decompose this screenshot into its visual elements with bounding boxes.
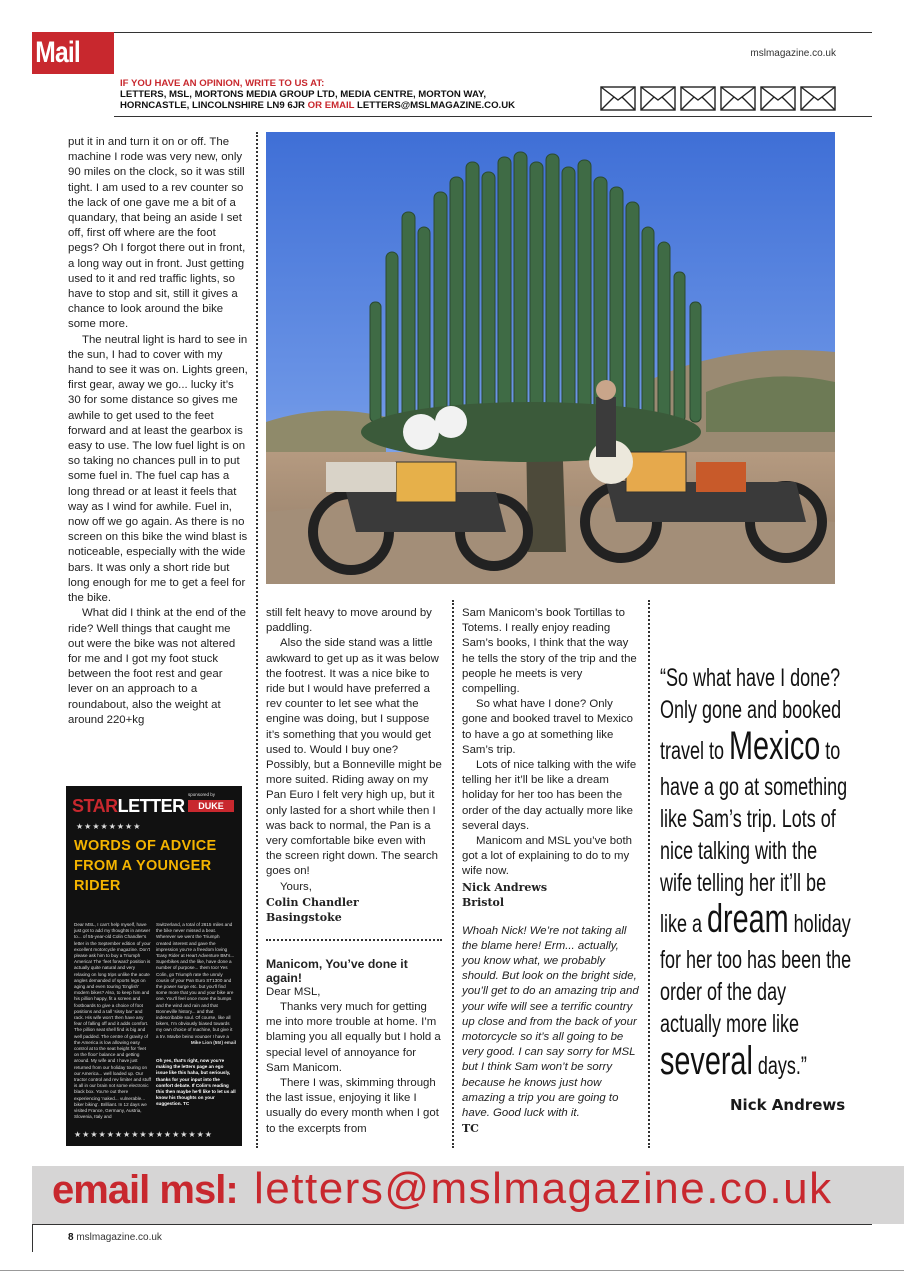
star-letter-title xyxy=(72,796,185,817)
address-line-2: HORNCASTLE, LINCOLNSHIRE LN9 6JR xyxy=(120,100,305,111)
pull-quote-line: travel to Mexico to xyxy=(660,724,841,768)
sponsor-logo: DUKE xyxy=(188,800,234,812)
pull-quote-line: for her too has been the xyxy=(660,946,852,974)
col2-signature-name: Colin Chandler xyxy=(266,895,359,909)
envelope-icon xyxy=(680,86,716,111)
or-email: OR EMAIL xyxy=(304,100,358,111)
col2-paragraph-3: Thanks very much for getting me into more trouble at home. I’m blaming you all equally but I hold a special level of annoyance for Sam Manicom. xyxy=(266,1001,441,1074)
pull-quote-line: actually more like xyxy=(660,1010,800,1038)
col2-paragraph-1: still felt heavy to move around by paddling. xyxy=(266,607,432,635)
col2-yours: Yours, xyxy=(280,880,312,893)
footer-site: mslmagazine.co.uk xyxy=(76,1232,162,1243)
pull-quote-line: like Sam’s trip. Lots of xyxy=(660,805,836,833)
header-site: mslmagazine.co.uk xyxy=(750,48,836,59)
star-letter-box xyxy=(66,786,242,1146)
letter-column-2 xyxy=(266,606,442,1137)
star-word: STAR xyxy=(72,796,118,816)
pull-quote-signature: Nick Andrews xyxy=(730,1096,846,1114)
envelope-icon xyxy=(800,86,836,111)
section-tab xyxy=(32,32,114,74)
pull-quote-line: have a go at something xyxy=(660,773,848,801)
editor-signature: TC xyxy=(462,1122,479,1136)
star-decoration-bottom: ★★★★★★★★★★★★★★★★★ xyxy=(74,1130,213,1139)
star-letter-reply: Oh yes, that’s right, now you’re making the letters page an ego issue like this haha, but seriously, thanks for your input into the comfort debate. If Colin’s reading this then maybe he’ll like to let us all know his thoughts on your suggestion. TC xyxy=(156,1058,236,1107)
pull-quote-line: like a dream holiday xyxy=(660,897,851,941)
envelope-icon xyxy=(600,86,636,111)
col2-signature-place: Basingstoke xyxy=(266,910,342,924)
star-letter-heading: WORDS OF ADVICE FROM A YOUNGER RIDER xyxy=(74,838,217,894)
pull-quote-line: wife telling her it’ll be xyxy=(660,869,827,897)
page-edge xyxy=(0,1270,904,1271)
pull-quote-emphasis: dream xyxy=(707,897,789,941)
star-letter-right-text: Switzerland, a total of 2615 miles and the bike never missed a beat. Wherever we went the Triumph created interest and gave the impression you’re a freedom loving ‘Easy Rider at Heart Adventure BM’s... Superbikes and the like, have done a number of purpose... them too! Yes Colin, go Triumph rate the unruly cousin of your Pan Euro ST1300 and the power surge etc. but you’ll find some more that you and your bike are one. You’ll feel once more the bumps and the wind and rain and that Bonneville history... and that indescribable soul. Of course, like all bikers, I’m obviously biased towards my own choice of machine, but give it a try. Maybe being younger I have a xyxy=(156,922,235,1038)
col1-paragraph-3: What did I think at the end of the ride? Well things that caught me out were the bike was not altered for me and I got my foot stuck between the foot rest and gear lever on an approach to a roundabout, also the weight at around 220+kg xyxy=(68,607,247,726)
star-letter-signature: Mike Lion (55!) email xyxy=(190,1040,236,1045)
sponsored-by: sponsored by xyxy=(188,792,216,797)
letter-word: LETTER xyxy=(117,796,185,816)
col3-paragraph-3: Lots of nice talking with the wife telling her it’ll be like a dream holiday for her too has been the order of the day actually more like several days. xyxy=(462,759,637,832)
pull-quote-line: several days.” xyxy=(660,1039,807,1083)
email-banner-label: email msl: xyxy=(52,1168,238,1212)
envelope-icons xyxy=(600,86,836,112)
col3-signature-name: Nick Andrews xyxy=(462,880,548,894)
letters-email[interactable]: LETTERS@MSLMAGAZINE.CO.UK xyxy=(357,100,516,111)
pull-quote xyxy=(660,662,852,1087)
address-line-1: LETTERS, MSL, MORTONS MEDIA GROUP LTD, MEDIA CENTRE, MORTON WAY, xyxy=(120,89,486,100)
col2-paragraph-2: Also the side stand was a little awkward to get up as it was below the footrest. It was a nice bike to ride but I would have preferred a rev counter to let see what the engine was doing, but I suppose it’s something that you would get used to. Would I buy one? Possibly, but a Bonneville might be more suited. Riding away on my Pan Euro I felt very high up, but it only lasted for a short while then I was back to normal, the Pan is a very comfortable bike even with the screen right down. The search goes on! xyxy=(266,637,442,878)
col3-paragraph-1: Sam Manicom’s book Tortillas to Totems. I really enjoy reading Sam’s books, I think that the way he tells the story of the trip and the people he meets is very compelling. xyxy=(462,607,637,696)
letter-column-1 xyxy=(68,135,248,728)
letter-separator xyxy=(266,939,442,941)
envelope-icon xyxy=(760,86,796,111)
star-letter-left-text: Dear MSL, I can’t help myself, have just got to add my thoughts in answer to... of 55-year-old Colin Chandler’s letter in the September edition of your excellent motorcycle magazine. Don’t please ask him to buy a Triumph America! The ‘feet forward’ position is actually quite natural and very relaxing on long trips unlike the acute angles demanded of sports legs on aging and even touring ‘English’ modern bikes? Also, to keep him and his pillion happy, fit a screen and footboards to give a choice of foot positions and a tall ‘sissy bar’ and rack. His wife won’t then have any fear of falling off and it adds comfort. The pillion seat shell find is big and well padded. The centre of gravity of the America is low allowing easy control at to the seat height for ‘feet on the floor’ balance and getting around. My wife and I have just returned from our holiday touring on our America... well loaded up. Our tractor control and rev limiter and stuff is all in our brain not some electronic black box. You’re out there experiencing ‘naked... vulnerable... biker biking’. Brilliant. In 12 days we visited France, Germany, Austria, Slovenia, Italy and xyxy=(74,922,152,1120)
col2-greeting: Dear MSL, xyxy=(266,985,321,998)
photo-illustration xyxy=(266,132,835,584)
pull-quote-emphasis: several xyxy=(660,1039,753,1083)
page-number: 8 xyxy=(68,1232,74,1243)
page-folio xyxy=(68,1232,162,1243)
pull-quote-line: “So what have I done? xyxy=(660,664,841,692)
opinion-line: IF YOU HAVE AN OPINION, WRITE TO US AT: xyxy=(120,78,325,89)
bottom-rule xyxy=(32,1224,872,1225)
col3-signature-place: Bristol xyxy=(462,895,505,909)
letter-column-3 xyxy=(462,606,640,1136)
editor-reply: Whoah Nick! We’re not taking all the blame here! Erm... actually, you know what, we probably should. But look on the bright side, you’ll get to do an amazing trip and your wife will see a terrific country up close and from the back of your motorcycle so it’s all going to be very good. I can say sorry for MSL but I think Sam won’t be sorry because he knows just how amazing a trip you are going to have. Good luck with it. xyxy=(462,924,639,1120)
col2-paragraph-4: There I was, skimming through the last issue, enjoying it like I usually do every month when I got to the excerpts from xyxy=(266,1077,439,1135)
col3-paragraph-2: So what have I done? Only gone and booked travel to Mexico to have a go at something like Sam’s trip. xyxy=(462,698,633,756)
column-divider xyxy=(648,600,650,1148)
pull-quote-line: order of the day xyxy=(660,978,787,1006)
email-banner-address[interactable]: letters@mslmagazine.co.uk xyxy=(254,1164,833,1213)
star-decoration: ★★★★★★★★ xyxy=(76,822,142,831)
envelope-icon xyxy=(640,86,676,111)
col1-paragraph-1: put it in and turn it on or off. The machine I rode was very new, only 90 miles on the clock, so it was still tight. I am used to a rev counter so the lack of one gave me a bit of a quandary, that being an aside I set off, first off where are the foot pegs? Oh I forgot there out in front, a long way out in front. Just getting used to it and red traffic lights, so have to stop and sit, still it gives a chance to look around the bike some more. xyxy=(68,136,246,331)
column-divider xyxy=(256,132,258,1148)
pull-quote-line: Only gone and booked xyxy=(660,696,842,724)
left-rule xyxy=(32,1224,33,1252)
pull-quote-emphasis: Mexico xyxy=(729,724,821,768)
cactus-motorcycles-photo xyxy=(266,132,835,584)
col3-paragraph-4: Manicom and MSL you’ve both got a lot of explaining to do to my wife now. xyxy=(462,835,632,878)
column-divider xyxy=(452,600,454,1148)
letter-headline: Manicom, You’ve done it again! xyxy=(266,956,408,985)
envelope-icon xyxy=(720,86,756,111)
pull-quote-line: nice talking with the xyxy=(660,837,818,865)
write-to-block xyxy=(120,78,515,111)
section-title: Mail xyxy=(35,36,80,69)
col1-paragraph-2: The neutral light is hard to see in the sun, I had to cover with my hand to see it was on. Lights green, first gear, away we go... lucky it’s 30 for some distance so gives me awhile to get used to the feet forward and at least the gearbox is easy to use. The low fuel light is on so taking no chances pull in to put some fuel in. The fuel cap has a long thread or at least it feels that way as I wind for awhile. Fuel in, now off we go again. As there is no screen on this bike the wind blast is noticeable, especially with the wide bars. It was only a short ride but long enough for me to get a feel for the bike. xyxy=(68,333,248,605)
